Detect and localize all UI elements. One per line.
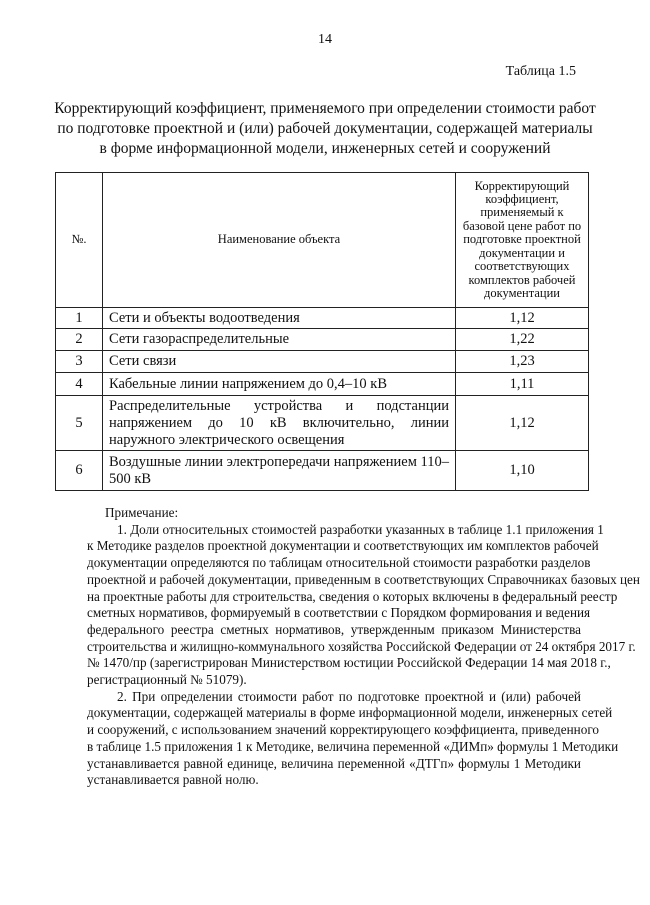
- notes-section: [87, 505, 640, 789]
- note-line: регистрационный № 51079).: [87, 672, 247, 688]
- row-number: 1: [56, 308, 103, 329]
- row-coefficient: 1,12: [456, 308, 589, 329]
- note-line: устанавливается равной нолю.: [87, 772, 259, 788]
- coefficient-table: [55, 172, 589, 491]
- note-line: строительства и жилищно-коммунального хозяйства Российской Федерации от 24 октября 2017 г.: [87, 638, 636, 654]
- row-number: 4: [56, 373, 103, 396]
- table-row: [56, 351, 589, 373]
- note-line: устанавливается равной единице, величина переменной «ДТГп» формулы 1 Методики: [87, 755, 581, 771]
- row-coefficient: 1,22: [456, 329, 589, 351]
- note-paragraph-2: [87, 688, 619, 789]
- notes-heading: Примечание:: [105, 505, 179, 520]
- table-row: [56, 329, 589, 351]
- note-line: 1. Доли относительных стоимостей разработки указанных в таблице 1.1 приложения 1: [117, 521, 604, 537]
- note-line: и сооружений, с использованием значений корректирующего коэффициента, приведенного: [87, 722, 600, 738]
- table-row: [56, 396, 589, 451]
- page-number: 14: [318, 32, 332, 47]
- note-line: документации определяются по таблицам относительной стоимости разработки разделов: [87, 555, 591, 571]
- row-number: 6: [56, 451, 103, 491]
- note-paragraph-1: [87, 521, 640, 689]
- table-title: [40, 99, 610, 159]
- row-name: Распределительные устройства и подстанции напряжением до 10 кВ включительно, линии наружного электрического освещения: [103, 396, 456, 451]
- table-row: [56, 308, 589, 329]
- row-coefficient: 1,12: [456, 396, 589, 451]
- row-name: Сети и объекты водоотведения: [103, 308, 456, 329]
- table-header-row: [56, 173, 589, 308]
- row-name: Сети связи: [103, 351, 456, 373]
- note-line: 2. При определении стоимости работ по подготовке проектной и (или) рабочей: [117, 688, 581, 704]
- row-coefficient: 1,10: [456, 451, 589, 491]
- note-line: на проектные работы для строительства, сведения о которых включены в федеральный реестр: [87, 588, 618, 604]
- header-name: Наименование объекта: [103, 173, 456, 308]
- header-number: №.: [56, 173, 103, 308]
- row-number: 2: [56, 329, 103, 351]
- note-line: федерального реестра сметных нормативов, утвержденным приказом Министерства: [87, 621, 581, 637]
- row-name: Сети газораспределительные: [103, 329, 456, 351]
- note-line: сметных нормативов, формируемый в соответствии с Порядком формирования и ведения: [87, 605, 591, 621]
- row-name: Воздушные линии электропередачи напряжением 110–500 кВ: [103, 451, 456, 491]
- table-row: [56, 373, 589, 396]
- note-line: проектной и рабочей документации, приведенным в соответствующих Справочниках базовых цен: [87, 571, 640, 587]
- row-name: Кабельные линии напряжением до 0,4–10 кВ: [103, 373, 456, 396]
- title-line: Корректирующий коэффициент, применяемого при определении стоимости работ: [54, 100, 596, 117]
- note-line: документации, содержащей материалы в форме информационной модели, инженерных сетей: [87, 705, 613, 721]
- title-line: по подготовке проектной и (или) рабочей документации, содержащей материалы: [57, 120, 593, 137]
- row-number: 3: [56, 351, 103, 373]
- note-line: к Методике разделов проектной документации и соответствующих им комплектов рабочей: [87, 538, 599, 554]
- table-row: [56, 451, 589, 491]
- note-line: № 1470/пр (зарегистрирован Министерством юстиции Российской Федерации 14 мая 2018 г.,: [87, 655, 611, 671]
- row-number: 5: [56, 396, 103, 451]
- row-coefficient: 1,23: [456, 351, 589, 373]
- row-coefficient: 1,11: [456, 373, 589, 396]
- table-label: Таблица 1.5: [505, 64, 576, 79]
- note-line: в таблице 1.5 приложения 1 к Методике, величина переменной «ДИМп» формулы 1 Методики: [87, 738, 619, 754]
- header-coefficient: Корректирующий коэффициент, применяемый к базовой цене работ по подготовке проектной документации и соответствующих комплектов рабочей документации: [456, 173, 589, 308]
- title-line: в форме информационной модели, инженерных сетей и сооружений: [99, 140, 551, 157]
